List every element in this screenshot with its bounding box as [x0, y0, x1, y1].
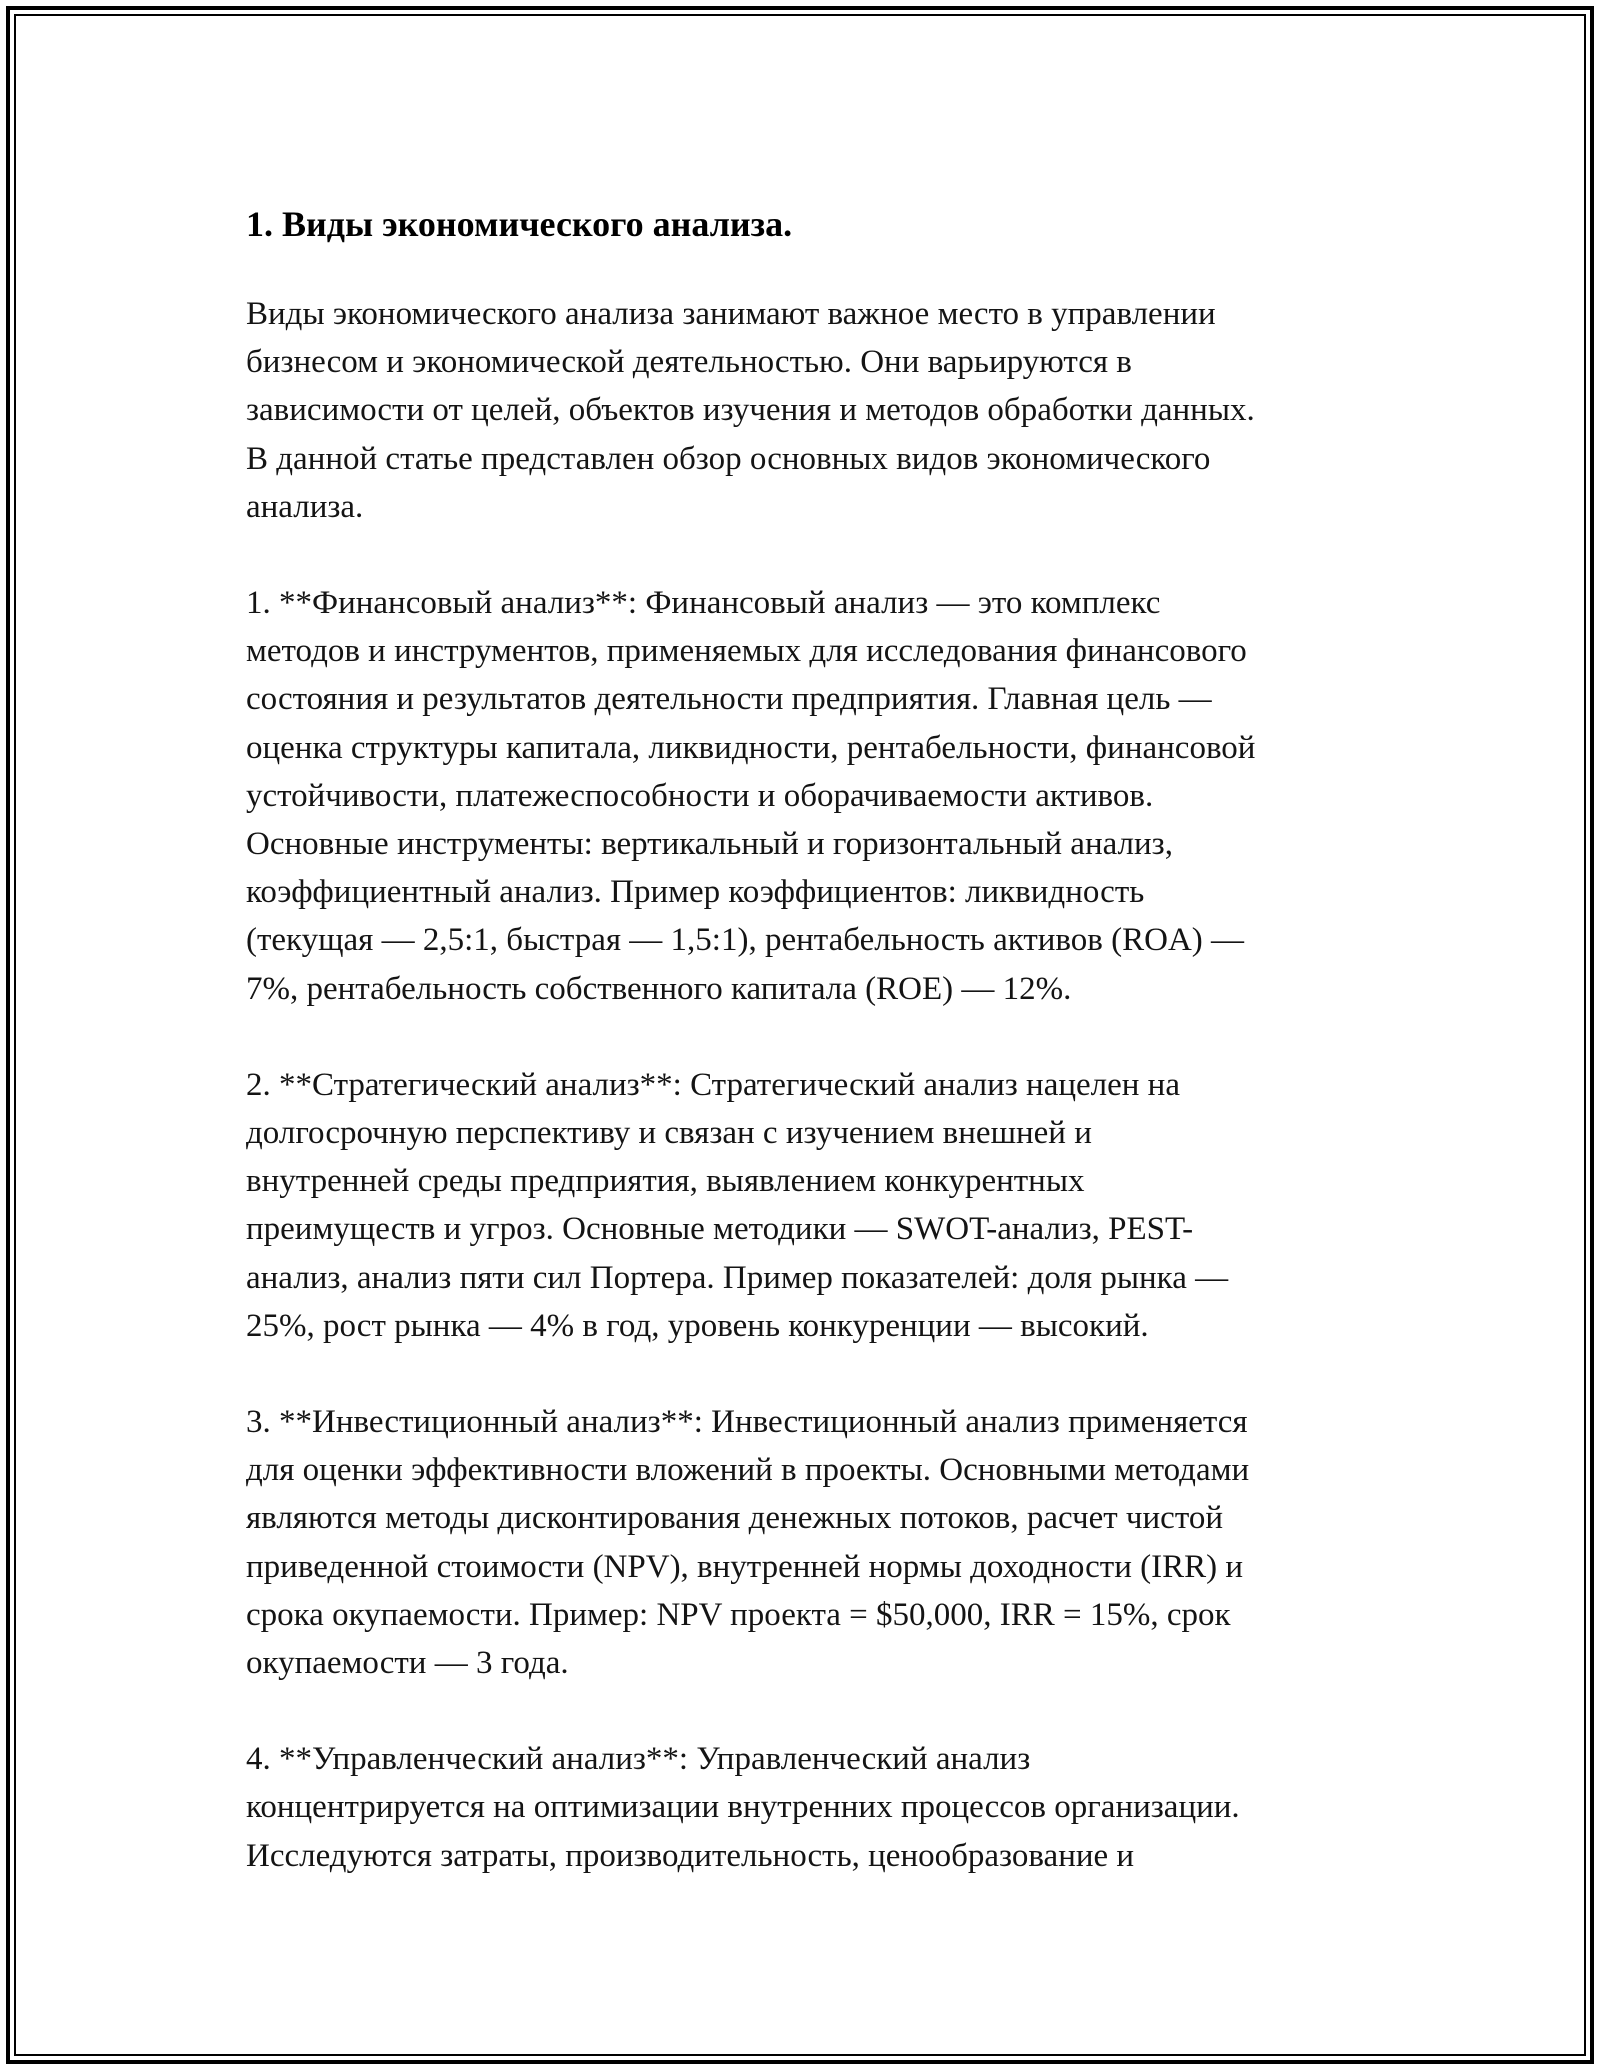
financial-analysis-paragraph: 1. **Финансовый анализ**: Финансовый анализ — это комплекс методов и инструментов, применяемых для исследования финансового состояния и результатов деятельности предприятия. Главная цель — оценка структуры капитала, ликвидности, рентабельности, финансовой устойчивости, платежеспособности и оборачиваемости активов. Основные инструменты: вертикальный и горизонтальный анализ, коэффициентный анализ. Пример коэффициентов: ликвидность (текущая — 2,5:1, быстрая — 1,5:1), рентабельность активов (ROA) — 7%, рентабельность собственного капитала (ROE) — 12%. [246, 585, 1256, 1007]
document-body [246, 200, 1406, 1928]
strategic-analysis-paragraph: 2. **Стратегический анализ**: Стратегический анализ нацелен на долгосрочную перспективу и связан с изучением внешней и внутренней среды предприятия, выявлением конкурентных преимуществ и угроз. Основные методики — SWOT-анализ, PEST- анализ, анализ пяти сил Портера. Пример показателей: доля рынка — 25%, рост рынка — 4% в год, уровень конкуренции — высокий. [246, 1066, 1229, 1344]
document-title: 1. Виды экономического анализа. [246, 204, 793, 244]
investment-analysis-paragraph: 3. **Инвестиционный анализ**: Инвестиционный анализ применяется для оценки эффективности вложений в проекты. Основными методами являются методы дисконтирования денежных потоков, расчет чистой приведенной стоимости (NPV), внутренней нормы доходности (IRR) и срока окупаемости. Пример: NPV проекта = $50,000, IRR = 15%, срок окупаемости — 3 года. [246, 1404, 1250, 1682]
intro-paragraph: Виды экономического анализа занимают важное место в управлении бизнесом и экономической деятельностью. Они варьируются в зависимости от целей, объектов изучения и методов обработки данных. В данной статье представлен обзор основных видов экономического анализа. [246, 296, 1255, 525]
management-analysis-paragraph: 4. **Управленческий анализ**: Управленческий анализ концентрируется на оптимизации внутренних процессов организации. Исследуются затраты, производительность, ценообразование и [246, 1741, 1240, 1874]
page-frame [6, 6, 1594, 2064]
